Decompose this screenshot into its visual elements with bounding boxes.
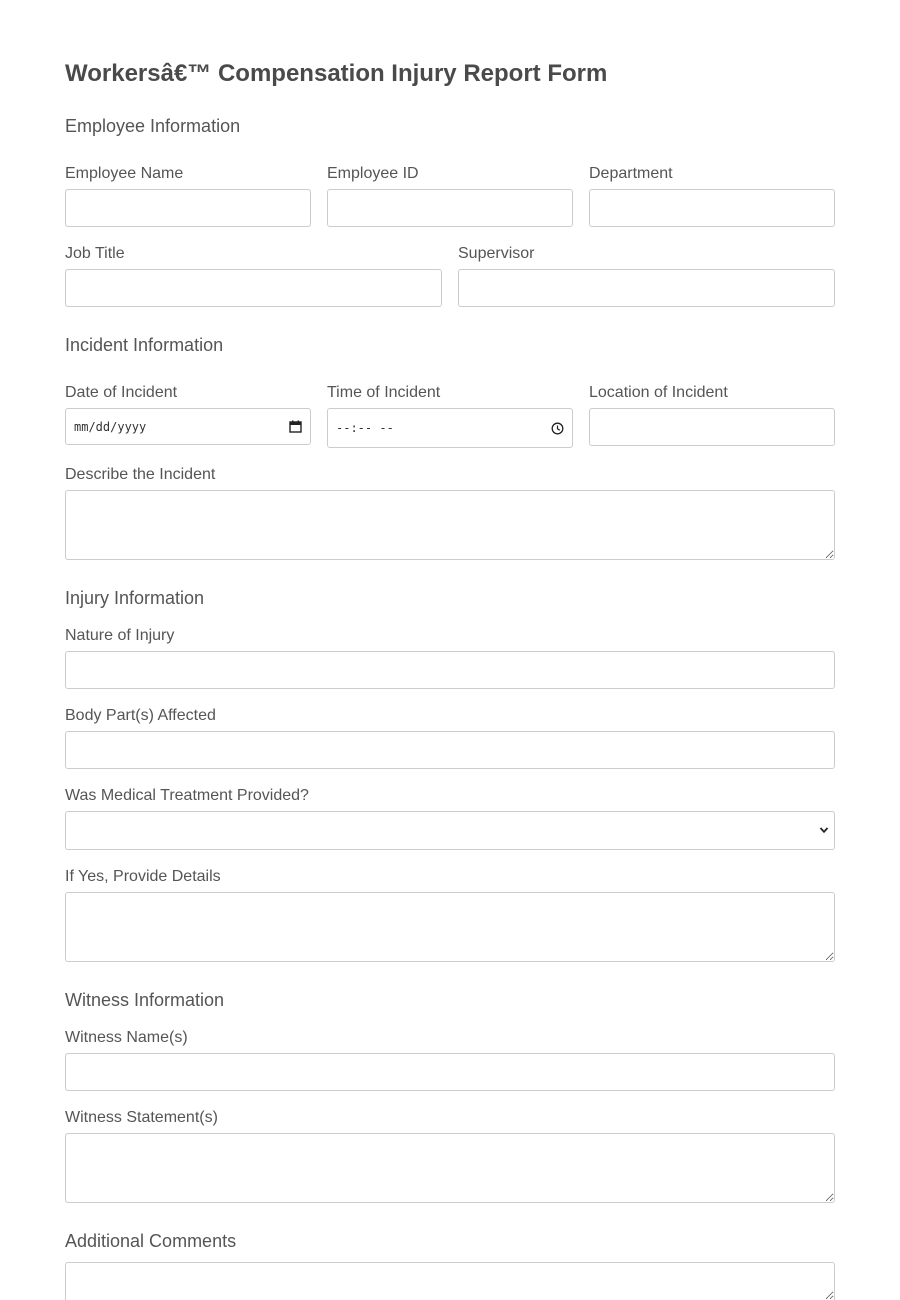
clock-icon[interactable] (551, 422, 564, 435)
additional-comments-textarea[interactable] (65, 1262, 835, 1300)
incident-location-label: Location of Incident (589, 384, 728, 401)
department-field[interactable] (589, 189, 835, 227)
medical-treatment-label: Was Medical Treatment Provided? (65, 787, 309, 804)
job-title-field[interactable] (65, 269, 442, 307)
section-heading-witness: Witness Information (65, 990, 225, 1010)
incident-date-label: Date of Incident (65, 384, 178, 401)
supervisor-label: Supervisor (458, 245, 535, 262)
incident-time-field[interactable] (327, 408, 573, 448)
nature-of-injury-field[interactable] (65, 651, 835, 689)
incident-date-field[interactable] (65, 408, 311, 445)
body-parts-field[interactable] (65, 731, 835, 769)
supervisor-field[interactable] (458, 269, 835, 307)
treatment-details-textarea[interactable] (65, 892, 835, 962)
witness-names-field[interactable] (65, 1053, 835, 1091)
employee-id-label: Employee ID (327, 165, 419, 182)
witness-statements-label: Witness Statement(s) (65, 1109, 218, 1126)
section-heading-injury: Injury Information (65, 588, 205, 608)
body-parts-label: Body Part(s) Affected (65, 707, 216, 724)
date-placeholder: mm/dd/yyyy (74, 419, 147, 434)
form-title: Workersâ€™ Compensation Injury Report Form (65, 60, 608, 87)
section-heading-additional: Additional Comments (65, 1231, 237, 1251)
chevron-down-icon (818, 823, 830, 841)
medical-treatment-select[interactable] (65, 811, 835, 850)
nature-of-injury-label: Nature of Injury (65, 627, 175, 644)
employee-id-field[interactable] (327, 189, 573, 227)
witness-statements-textarea[interactable] (65, 1133, 835, 1203)
section-heading-incident: Incident Information (65, 335, 224, 355)
department-label: Department (589, 165, 673, 182)
incident-description-label: Describe the Incident (65, 466, 216, 483)
time-placeholder: --:-- -- (336, 421, 394, 435)
treatment-details-label: If Yes, Provide Details (65, 868, 221, 885)
job-title-label: Job Title (65, 245, 125, 262)
incident-description-textarea[interactable] (65, 490, 835, 560)
witness-names-label: Witness Name(s) (65, 1029, 188, 1046)
incident-location-field[interactable] (589, 408, 835, 446)
incident-time-label: Time of Incident (327, 384, 441, 401)
calendar-icon[interactable] (289, 420, 302, 433)
employee-name-field[interactable] (65, 189, 311, 227)
employee-name-label: Employee Name (65, 165, 184, 182)
section-heading-employee: Employee Information (65, 116, 241, 136)
